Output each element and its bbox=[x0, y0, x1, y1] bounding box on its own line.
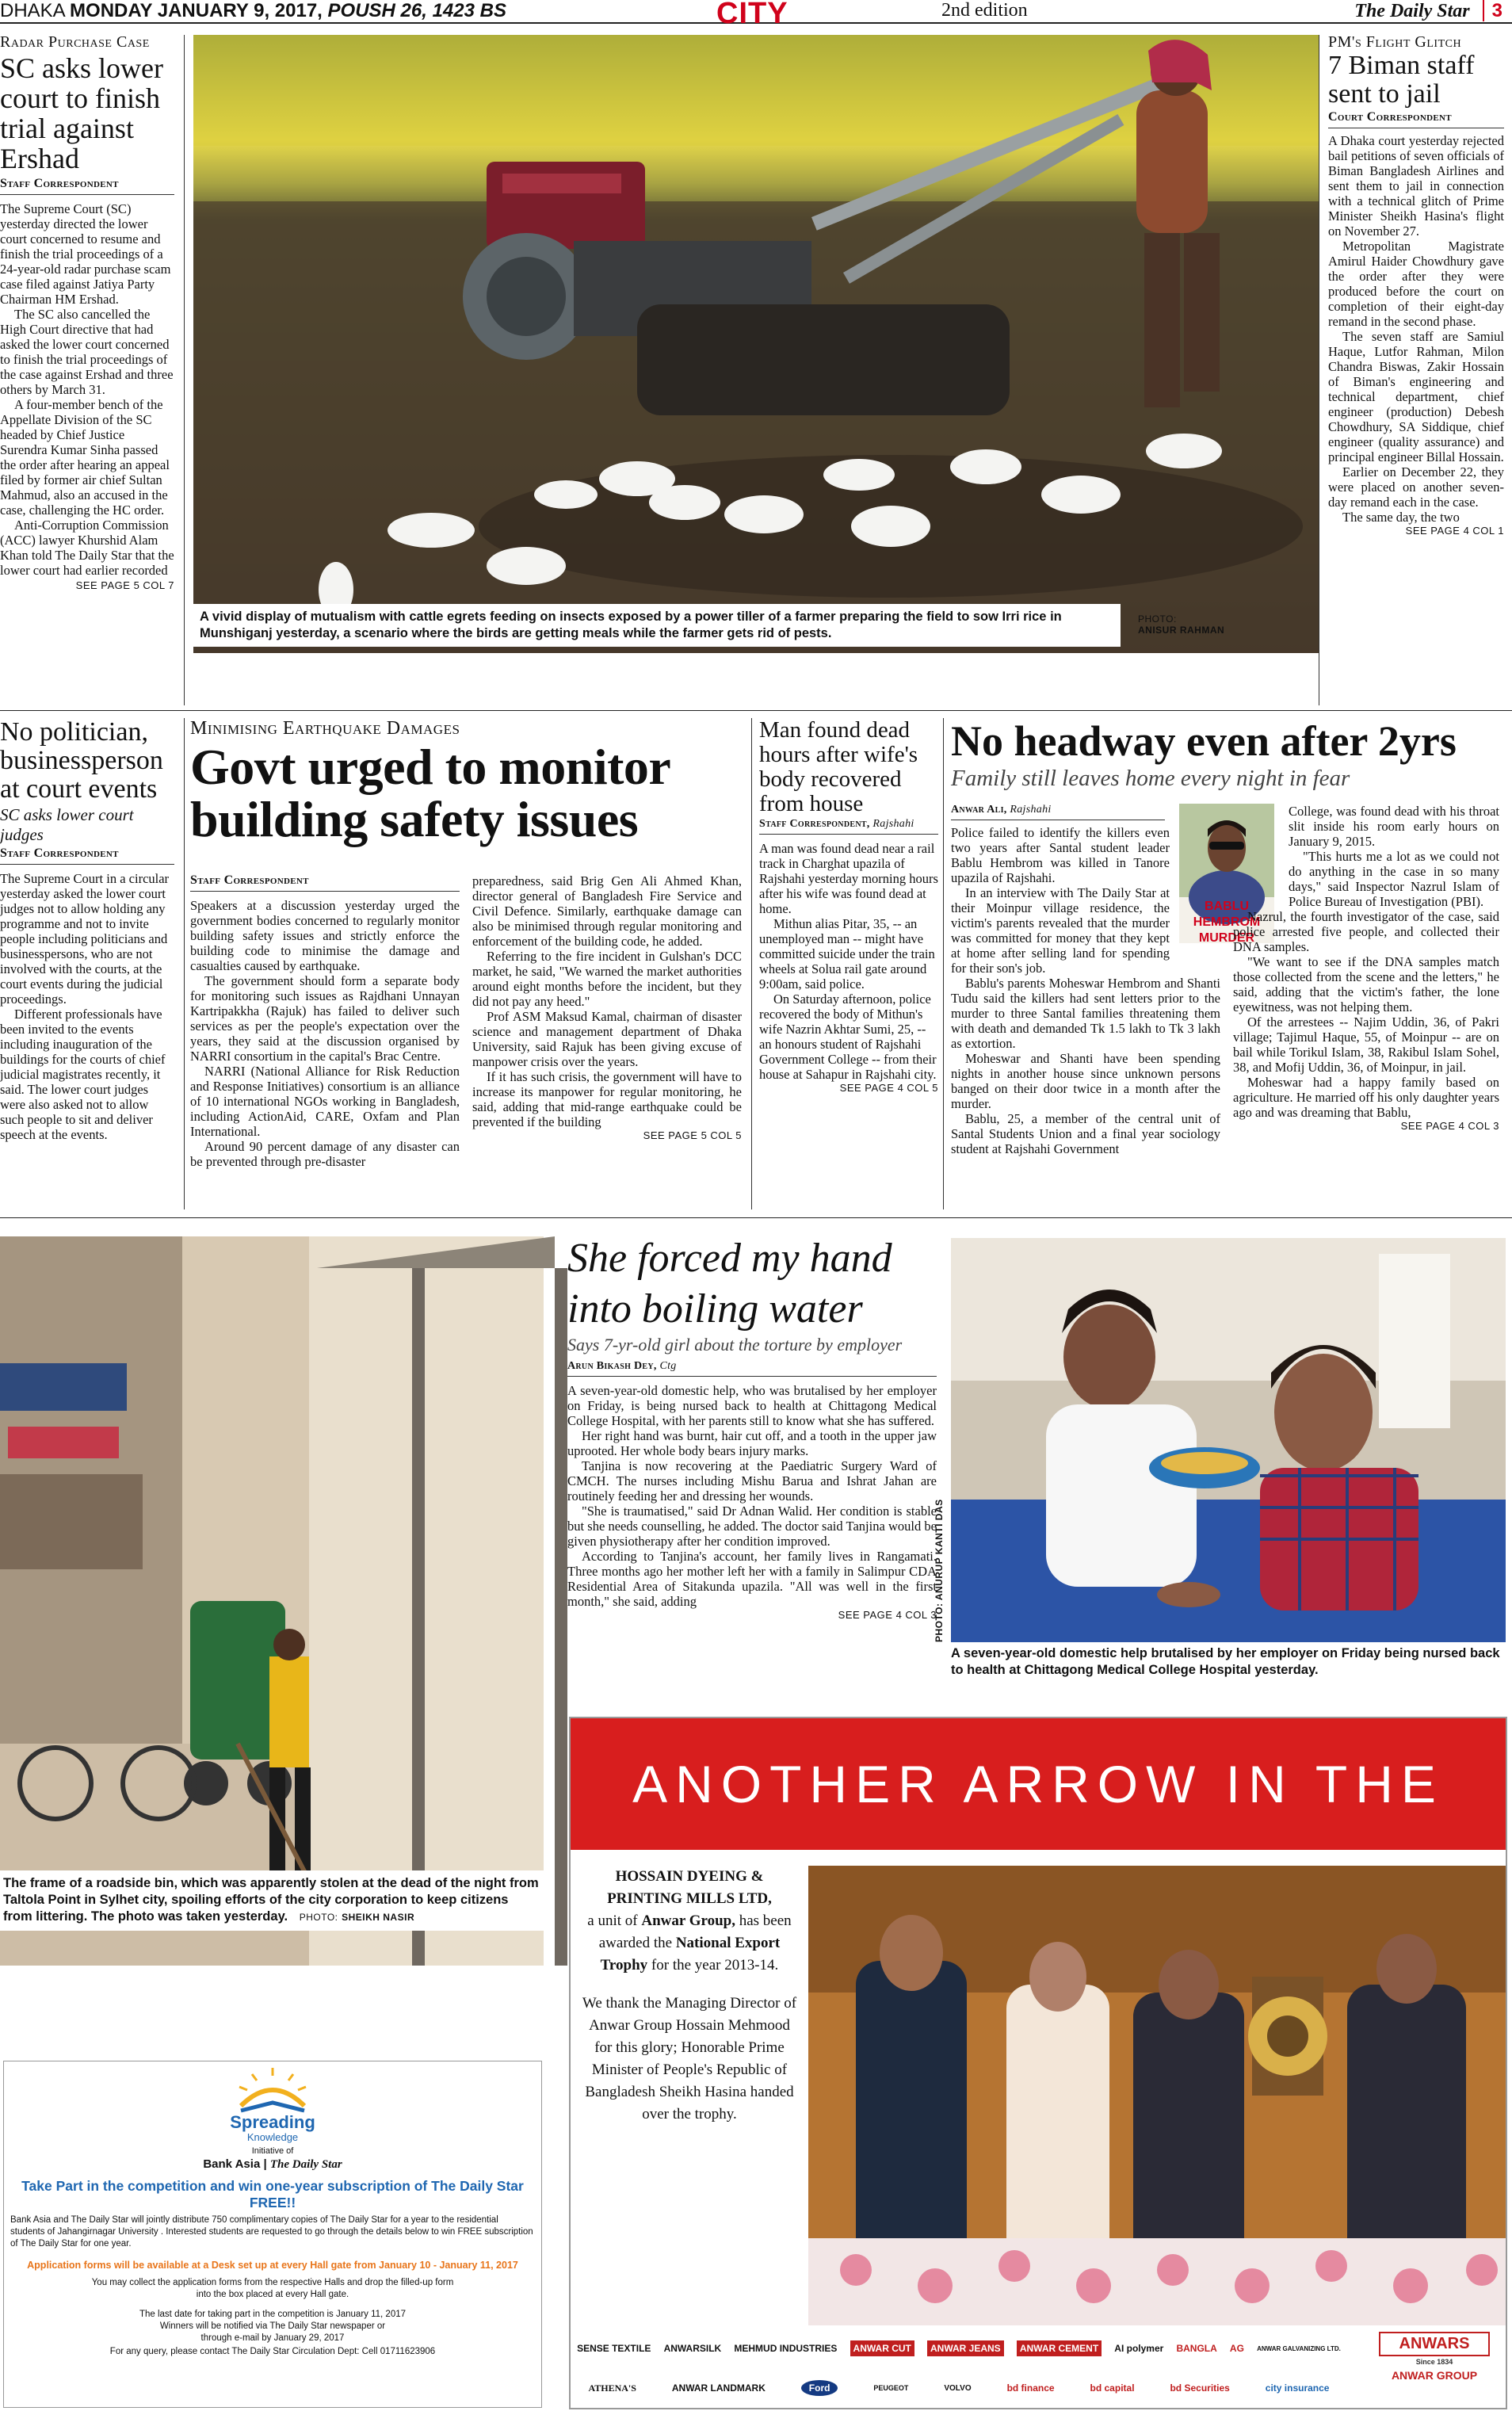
radar-jump: SEE PAGE 5 COL 7 bbox=[75, 579, 174, 591]
headway-body-col1: Police failed to identify the killers even two years after Santal student leader Bablu Hembrom was killed in Tanore upazila of Rajshahi. In an interview with The Daily Star at their Moinpur village residence, the victim's parents revealed that the murder was committed for money that they kept at home after selling land for spending for their son's job. Bablu's parents Moheswar Hembrom and Shanti Tudu said the killers had sent letters prior to the murder to three Santal families threatening them with death and demanded Tk 1.5 lakh to Tk 3 lakh as extortion. Moheswar and Shanti have been spending nights in another house since unknown persons banged on their door twice in a month after the murder. Bablu, 25, a member of the central unit of Santal Students Union and a final year sociology student at Rajshahi Government bbox=[951, 825, 1220, 1156]
bin-credit-label: PHOTO: bbox=[299, 1912, 338, 1923]
spreading-ad bbox=[3, 2061, 542, 2408]
boiling-subhead: Says 7-yr-old girl about the torture by employer bbox=[567, 1335, 903, 1355]
spreading-sponsors: Bank Asia | The Daily Star bbox=[203, 2157, 342, 2171]
logo-bd-securities: bd Securities bbox=[1170, 2382, 1230, 2394]
radar-kicker: Radar Purchase Case bbox=[0, 33, 150, 51]
anwar-text: HOSSAIN DYEING & PRINTING MILLS LTD, a unit of Anwar Group, has been awarded the National Export Trophy for the year 2013-14. We thank the Managing Director of Anwar Group Hossain Mehmood for this glory; Honorable Prime Minister of People's Republic of Bangladesh Sheikh Hasina handed over the trophy. bbox=[571, 1850, 808, 2310]
biman-story bbox=[1328, 33, 1504, 705]
logo-anwar-cut: ANWAR CUT bbox=[850, 2340, 914, 2356]
column-rule bbox=[184, 35, 185, 705]
logo-sense-textile: SENSE TEXTILE bbox=[577, 2343, 651, 2354]
man-found-byline: Staff Correspondent, Rajshahi bbox=[759, 818, 914, 830]
logo-anwar-cement: ANWAR CEMENT bbox=[1017, 2340, 1102, 2356]
anwar-group-name: ANWAR GROUP bbox=[1391, 2369, 1478, 2382]
spreading-orange-line: Application forms will be available at a Desk set up at every Hall gate from January 10 - January 11, 2017 bbox=[27, 2260, 518, 2271]
anwar-banner-text: ANOTHER ARROW IN THE bbox=[632, 1755, 1444, 1813]
logo-ag: AG bbox=[1229, 2343, 1244, 2354]
headway-headline: No headway even after 2yrs bbox=[951, 717, 1457, 765]
radar-byline: Staff Correspondent bbox=[0, 177, 119, 190]
biman-jump: SEE PAGE 4 COL 1 bbox=[1405, 525, 1504, 537]
spreading-text5: For any query, please contact The Daily Star Circulation Dept: Cell 01711623906 bbox=[109, 2347, 436, 2356]
earthquake-headline: Govt urged to monitor building safety issues bbox=[190, 739, 670, 847]
anwars-since: Since 1834 bbox=[1415, 2358, 1453, 2366]
man-found-jump: SEE PAGE 4 COL 5 bbox=[839, 1082, 938, 1094]
edition-label: 2nd edition bbox=[941, 0, 1028, 21]
logo-athenas: ATHENA'S bbox=[588, 2382, 636, 2394]
radar-headline: SC asks lower court to finish trial against Ershad bbox=[0, 52, 163, 174]
earthquake-body-col2: preparedness, said Brig Gen Ali Ahmed Khan, director general of Bangladesh Fire Service and Civil Defence. Similarly, earthquake damage can also be minimised through regular monitoring and enforcement of the building code, he added. Referring to the fire incident in Gulshan's DCC market, he said, "We warned the market authorities around eight months before the incident, but they did not pay any heed." Prof ASM Maksud Kamal, chairman of disaster science and management department of Dhaka University, said Rajuk has been giving excuse of manpower crisis over the years. If it has such crisis, the government will have to increase its manpower for regular monitoring, he said, adding that mid-range earthquake could be prevented if the building bbox=[472, 873, 742, 1129]
section-divider bbox=[0, 710, 1512, 711]
paper-nameplate: The Daily Star 3 bbox=[1354, 0, 1502, 21]
earthquake-kicker: Minimising Earthquake Damages bbox=[190, 718, 460, 739]
logo-volvo: VOLVO bbox=[944, 2383, 972, 2393]
spreading-logo-title: Spreading bbox=[230, 2112, 315, 2132]
anwar-trophy-image bbox=[808, 1866, 1506, 2325]
logo-anwar-landmark: ANWAR LANDMARK bbox=[671, 2382, 766, 2394]
girl-credit: PHOTO: ANURUP KANTI DAS bbox=[934, 1499, 945, 1642]
anwar-company: HOSSAIN DYEING & PRINTING MILLS LTD, bbox=[607, 1868, 772, 1907]
divider bbox=[567, 1376, 937, 1377]
politician-subhead: SC asks lower court judges bbox=[0, 805, 134, 844]
headway-jump: SEE PAGE 4 COL 3 bbox=[1400, 1120, 1499, 1132]
spreading-logo-sub: Knowledge bbox=[246, 2131, 299, 2143]
divider bbox=[0, 194, 174, 195]
boiling-body: A seven-year-old domestic help, who was brutalised by her employer on Friday, is being nursed back to health at Chittagong Medical College Hospital, with her parents still to know what she has suffered. Her right hand was burnt, hair cut off, and a tooth in the upper jaw uprooted. Her whole body bears injury marks. Tanjina is now recovering at the Paediatric Surgery Ward of CMCH. The nurses including Mishu Barua and Ishrat Jahan are routinely feeding her and dressing her wounds. "She is traumatised," said Dr Adnan Walid. Her condition is stable but she needs counselling, he added. The doctor said Tanjina would be given physiotherapy after her condition improved. According to Tanjina's account, her family lives in Rangamati. Three months ago her mother left her with a family in Salimpur CDA Residential Area of Sitakunda upazila. "All was well in the first month," she said, adding bbox=[567, 1383, 937, 1609]
boiling-story bbox=[567, 1233, 937, 1693]
bank-asia-logo: Bank Asia bbox=[203, 2157, 261, 2171]
masthead bbox=[0, 0, 1512, 30]
girl-photo bbox=[951, 1238, 1506, 1677]
anwar-logos bbox=[571, 2329, 1347, 2408]
politician-headline: No politician, businessperson at court events bbox=[0, 717, 163, 804]
bin-photo bbox=[0, 1236, 544, 1966]
column-rule bbox=[943, 718, 944, 1209]
headway-subhead: Family still leaves home every night in fear bbox=[951, 766, 1350, 791]
biman-kicker: PM's Flight Glitch bbox=[1328, 33, 1462, 51]
politician-body: The Supreme Court in a circular yesterday asked the lower court judges not to allow holding any programme and not to invite people including politicians and businesspersons, who are not involved with the courts, at the court events during the judicial proceedings. Different professionals have been invited to the events including inauguration of the buildings for the courts of chief judicial magistrates recently, it said. The lower court judges were also asked not to allow such people to sit and deliver speech at the events. bbox=[0, 871, 170, 1142]
bablu-label: BABLU HEMBROM MURDER bbox=[1193, 900, 1261, 945]
biman-body: A Dhaka court yesterday rejected bail petitions of seven officials of Biman Bangladesh Airlines and sent them to jail in connection with a technical glitch of Prime Minister Sheikh Hasina's flight on November 27. Metropolitan Magistrate Amirul Haider Chowdhury gave the order after they were produced before the court on completion of their eight-day remand in the second phase. The seven staff are Samiul Haque, Lutfor Rahman, Milon Chandra Biswas, Zakir Hossain of Biman's engineering and technical department, chief engineer (production) Debesh Chowdhury, SA Siddique, chief engineer (quality assurance) and principal engineer Billal Hossain. Earlier on December 22, they were placed on another seven-day remand each in the case. The same day, the two bbox=[1328, 133, 1504, 525]
radar-body: The Supreme Court (SC) yesterday directed the lower court concerned to resume and finish the trial proceedings of a 24-year-old radar purchase scam case filed against Jatiya Party Chairman HM Ershad. The SC also cancelled the High Court directive that had asked the lower court concerned to finish the trial proceedings of the case against Ershad and three others by March 31. A four-member bench of the Appellate Division of the SC headed by Chief Justice Surendra Kumar Sinha passed the order after hearing an appeal filed by former air chief Sultan Mahmud, also an accused in the case, challenging the HC order. Anti-Corruption Commission (ACC) lawyer Khurshid Alam Khan told The Daily Star that the lower court had earlier recorded bbox=[0, 201, 174, 578]
spreading-initiative: Initiative of bbox=[251, 2146, 294, 2156]
anwar-thanks: We thank the Managing Director of Anwar Group Hossain Mehmood for this glory; Honorable Prime Minister of People's Republic of Bangladesh Sheikh Hasina handed over the trophy. bbox=[582, 1995, 797, 2123]
anwar-brand bbox=[1379, 2332, 1490, 2403]
girl-photo-image bbox=[951, 1238, 1506, 1642]
spreading-text4: Winners will be notified via The Daily Star newspaper or through e-mail by January 29, 2017 bbox=[159, 2321, 386, 2343]
bin-credit: SHEIKH NASIR bbox=[342, 1912, 415, 1923]
boiling-headline: She forced my hand into boiling water bbox=[567, 1236, 892, 1332]
biman-headline: 7 Biman staff sent to jail bbox=[1328, 51, 1475, 109]
anwar-ad bbox=[569, 1717, 1507, 2409]
earthquake-jump: SEE PAGE 5 COL 5 bbox=[643, 1129, 742, 1141]
headway-byline: Anwar Ali, Rajshahi bbox=[951, 804, 1052, 816]
tiller-photo bbox=[193, 35, 1319, 653]
bin-photo-image bbox=[0, 1236, 544, 1966]
spreading-headline: Take Part in the competition and win one-year subscription of The Daily Star FREE!! bbox=[21, 2178, 524, 2210]
headway-story bbox=[951, 718, 1506, 1209]
logo-mehmud: MEHMUD INDUSTRIES bbox=[734, 2343, 838, 2354]
boiling-jump: SEE PAGE 4 COL 3 bbox=[838, 1609, 937, 1621]
column-rule bbox=[184, 718, 185, 1209]
book-sun-logo-icon bbox=[225, 2066, 320, 2114]
spreading-text1: Bank Asia and The Daily Star will jointly distribute 750 complimentary copies of The Daily Star for a year to the residential students of Jahangirnagar University . Interested students are requested to go through the details below to win FREE subscription of The Daily Star for one year. bbox=[10, 2215, 533, 2249]
column-rule bbox=[751, 718, 752, 1209]
spreading-text3: The last date for taking part in the competition is January 11, 2017 bbox=[139, 2310, 407, 2319]
logo-bd-capital: bd capital bbox=[1090, 2382, 1135, 2394]
page-number: 3 bbox=[1483, 0, 1502, 21]
divider bbox=[190, 891, 460, 892]
divider bbox=[759, 834, 938, 835]
logo-bangla: BANGLA bbox=[1176, 2343, 1217, 2354]
logo-anwar-galvanizing: ANWAR GALVANIZING LTD. bbox=[1257, 2344, 1341, 2352]
section-title: CITY bbox=[716, 0, 788, 30]
masthead-dateline: DHAKA MONDAY JANUARY 9, 2017, POUSH 26, 1423 BS bbox=[0, 0, 506, 21]
logo-anwarsilk: ANWARSILK bbox=[663, 2343, 722, 2354]
bin-caption: The frame of a roadside bin, which was apparently stolen at the dead of the night from Taltola Point in Sylhet city, spoiling efforts of the city corporation to keep citizens from littering. The photo was taken yesterday. PHOTO: SHEIKH NASIR bbox=[0, 1870, 544, 1931]
logo-ford: Ford bbox=[801, 2380, 838, 2396]
man-found-body: A man was found dead near a rail track in Charghat upazila of Rajshahi yesterday morning hours after his wife was found dead at home. Mithun alias Pitar, 35, -- an unemployed man -- might have committed suicide under the train wheels at Solua rail gate around 9:00am, said police. On Saturday afternoon, police recovered the body of Mithun's wife Nazrin Akhtar Sumi, 25, -- an honours student of Rajshahi Government College -- from their house at Sahapur in Rajshahi city. bbox=[759, 841, 938, 1082]
politician-story bbox=[0, 718, 174, 1209]
tiller-credit: PHOTO: ANISUR RAHMAN bbox=[1138, 613, 1225, 636]
divider bbox=[0, 864, 174, 865]
logo-anwar-jeans: ANWAR JEANS bbox=[927, 2340, 1004, 2356]
man-found-story bbox=[759, 718, 938, 1209]
tiller-photo-image bbox=[193, 35, 1319, 653]
biman-byline: Court Correspondent bbox=[1328, 110, 1452, 124]
logo-ai-polymer: AI polymer bbox=[1114, 2343, 1164, 2354]
anwars-logo: ANWARS bbox=[1379, 2332, 1490, 2356]
logo-peugeot: PEUGEOT bbox=[873, 2384, 909, 2392]
earthquake-story bbox=[190, 718, 745, 1209]
man-found-headline: Man found dead hours after wife's body recovered from house bbox=[759, 717, 918, 816]
boiling-byline: Arun Bikash Dey, Ctg bbox=[567, 1360, 677, 1372]
headway-body-col2: College, was found dead with his throat slit inside his room early hours on January 9, 2015. "This hurts me a lot as we could not do anything in the case in so many days," said Inspector Nazrul Islam of Police Bureau of Investigation (PBI). Nazrul, the fourth investigator of the case, said police arrested five people, and collected their DNA samples. "We want to see if the DNA samples match those collected from the scene and the letters," he said, adding that the victim's father, the lone eyewitness, was not helping them. Of the arrestees -- Najim Uddin, 36, of Pakri village; Tajimul Haque, 55, of Moinpur -- are on bail while Torikul Islam, 38, Rakibul Islam Sohel, 38, and Mofij Uddin, 36, of Moinpur, in jail. Moheswar had a happy family based on agriculture. He married off his only daughter years ago and was dreaming that Bablu, bbox=[1233, 804, 1499, 1120]
logo-city-insurance: city insurance bbox=[1265, 2382, 1330, 2394]
tiller-caption: A vivid display of mutualism with cattle egrets feeding on insects exposed by a power tiller of a farmer preparing the field to sow Irri rice in Munshiganj yesterday, a scenario where the birds are getting meals while the farmer gets rid of pests. bbox=[193, 604, 1121, 647]
anwar-banner bbox=[571, 1718, 1506, 1850]
girl-caption: A seven-year-old domestic help brutalised by her employer on Friday being nursed back to health at Chittagong Medical College Hospital yesterday. bbox=[951, 1646, 1500, 1677]
anwar-trophy-photo bbox=[808, 1866, 1506, 2325]
section-divider bbox=[0, 1217, 1512, 1218]
earthquake-body-col1: Speakers at a discussion yesterday urged the government bodies concerned to regularly monitor building safety issues and strictly enforce the building code to minimise the damage and casualties caused by earthquake. The government should form a separate body for monitoring such issues as Rajdhani Unnayan Kartripakkha (Rajuk) has failed to deliver such services as per the people's expectation over the years, they said at the discussion organised by NARRI consortium in the capital's Brac Centre. NARRI (National Alliance for Risk Reduction and Response Initiatives) consortium is an alliance of 10 international NGOs working in Bangladesh, including ActionAid, CARE, Oxfam and Plan International. Around 90 percent damage of any disaster can be prevented through pre-disaster bbox=[190, 898, 460, 1169]
daily-star-logo: The Daily Star bbox=[269, 2158, 342, 2171]
radar-story bbox=[0, 33, 174, 705]
logo-bd-finance: bd finance bbox=[1006, 2382, 1055, 2394]
spreading-text2: You may collect the application forms from the respective Halls and drop the filled-up form into the box placed at every Hall gate. bbox=[91, 2278, 454, 2299]
politician-byline: Staff Correspondent bbox=[0, 846, 119, 860]
earthquake-byline: Staff Correspondent bbox=[190, 873, 309, 887]
